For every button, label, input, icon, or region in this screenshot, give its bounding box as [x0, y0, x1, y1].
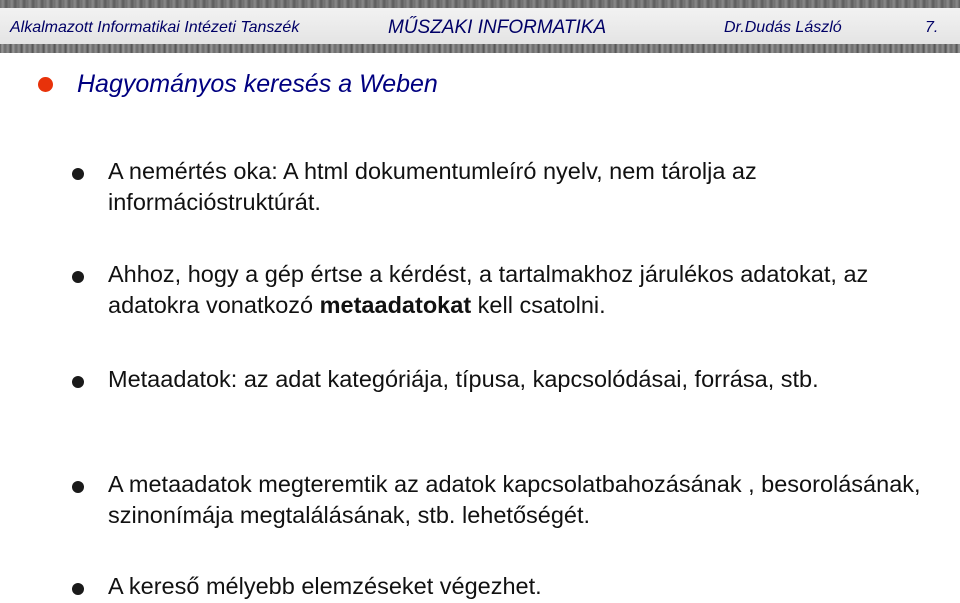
- bullet-text: Metaadatok: az adat kategóriája, típusa, kapcsolódásai, forrása, stb.: [108, 366, 819, 392]
- header-top-border: [0, 0, 960, 8]
- slide-title-row: [38, 70, 438, 99]
- title-bullet-icon: [38, 77, 53, 92]
- bullet-text: [108, 259, 932, 321]
- bullet-icon: [72, 271, 84, 283]
- bullet-item: [72, 364, 932, 395]
- bullet-item: [72, 156, 932, 218]
- bullet-emphasis: metaadatokat: [319, 292, 472, 318]
- bullet-text: A nemértés oka: A html dokumentumleíró nyelv, nem tárolja az információstruktúrát.: [108, 158, 757, 215]
- bullet-icon: [72, 583, 84, 595]
- bullet-item: [72, 259, 932, 321]
- header-course: MŰSZAKI INFORMATIKA: [388, 17, 607, 38]
- header-department: Alkalmazott Informatikai Intézeti Tanszék: [10, 19, 300, 36]
- bullet-text: A kereső mélyebb elemzéseket végezhet.: [108, 573, 542, 599]
- bullet-icon: [72, 376, 84, 388]
- bullet-icon: [72, 481, 84, 493]
- bullet-icon: [72, 168, 84, 180]
- bullet-text: A metaadatok megteremtik az adatok kapcsolatbahozásának , besorolásának, szinonímája megtalálásának, stb. lehetőségét.: [108, 471, 921, 528]
- page-number: 7.: [925, 19, 939, 36]
- header-bottom-border: [0, 44, 960, 53]
- header-author: Dr.Dudás László: [724, 19, 842, 36]
- bullet-item: [72, 571, 932, 602]
- bullet-item: [72, 469, 932, 531]
- bullet-text-part: kell csatolni.: [471, 292, 606, 318]
- slide-title: Hagyományos keresés a Weben: [77, 70, 438, 98]
- bullet-text-part: Ahhoz, hogy a gép értse a kérdést, a tartalmakhoz járulékos adatokat, az adatokra vonatkozó: [108, 261, 869, 318]
